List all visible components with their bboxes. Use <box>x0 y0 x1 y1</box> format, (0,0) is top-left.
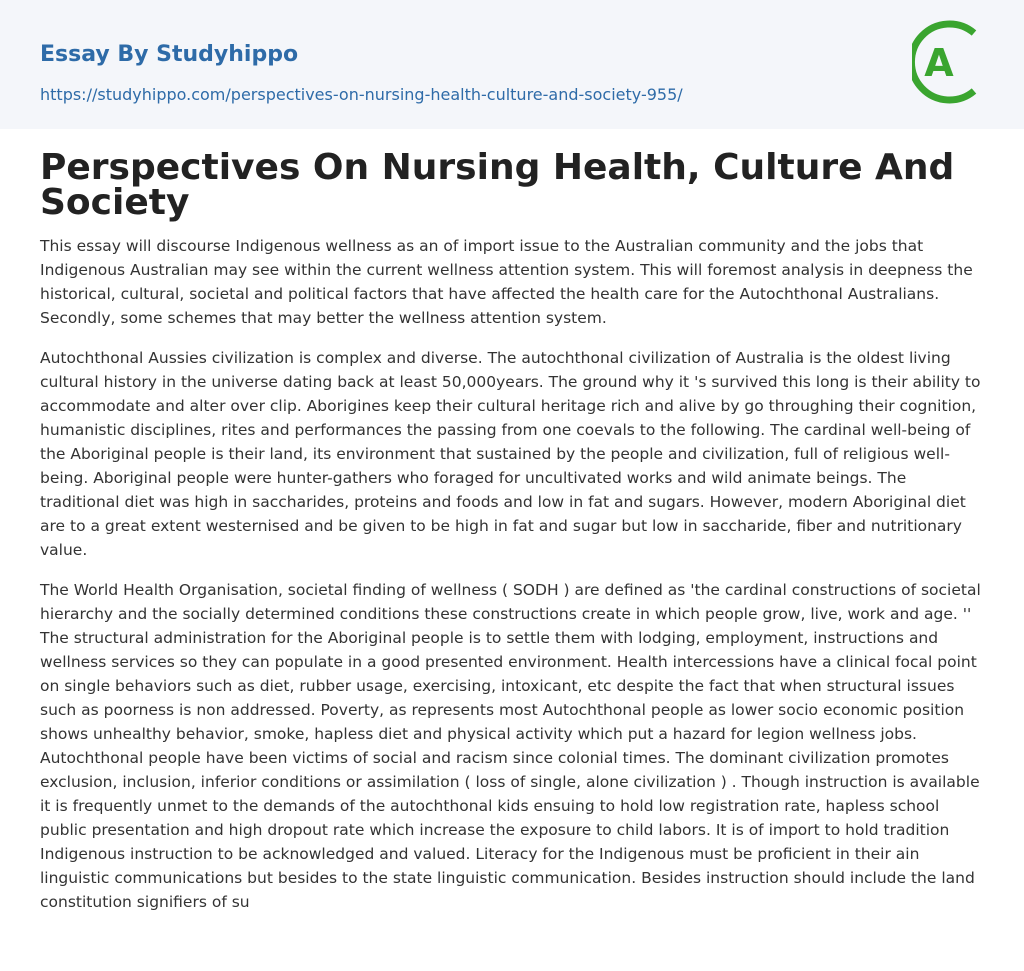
essay-url-link[interactable]: https://studyhippo.com/perspectives-on-nursing-health-culture-and-society-955/ <box>40 85 683 104</box>
essay-paragraph: This essay will discourse Indigenous wellness as an of import issue to the Australian community and the jobs that Indigenous Australian may see within the current wellness attention system. This will foremost analysis in deepness the historical, cultural, societal and political factors that have affected the health care for the Autochthonal Australians. Secondly, some schemes that may better the wellness attention system. <box>40 237 973 327</box>
essay-body <box>40 234 984 930</box>
essay-title: Perspectives On Nursing Health, Culture And Society <box>40 147 955 223</box>
logo-letter: A <box>924 41 954 85</box>
essay-paragraph: Autochthonal Aussies civilization is complex and diverse. The autochthonal civilization of Australia is the oldest living cultural history in the universe dating back at least 50,000years. The ground why it 's survived this long is their ability to accommodate and alter over clip. Aborigines keep their cultural heritage rich and alive by go throughing their cognition, humanistic disciplines, rites and performances the passing from one coevals to the following. The cardinal well-being of the Aboriginal people is their land, its environment that sustained by the people and civilization, full of religious well-being. Aboriginal people were hunter-gathers who foraged for uncultivated works and wild animate beings. The traditional diet was high in saccharides, proteins and foods and low in fat and sugars. However, modern Aboriginal diet are to a great extent westernised and be given to be high in fat and sugar but low in saccharide, fiber and nutritionary value. <box>40 349 981 559</box>
site-brand-link[interactable]: Essay By Studyhippo <box>40 42 299 67</box>
essay-paragraph: The World Health Organisation, societal finding of wellness ( SODH ) are defined as 'the cardinal constructions of societal hierarchy and the socially determined conditions these constructions create in which people grow, live, work and age. '' The structural administration for the Aboriginal people is to settle them with lodging, employment, instructions and wellness services so they can populate in a good presented environment. Health intercessions have a clinical focal point on single behaviors such as diet, rubber usage, exercising, intoxicant, etc despite the fact that when structural issues such as poorness is non addressed. Poverty, as represents most Autochthonal people as lower socio economic position shows unhealthy behavior, smoke, hapless diet and physical activity which put a hazard for legion wellness jobs. Autochthonal people have been victims of social and racism since colonial times. The dominant civilization promotes exclusion, inclusion, inferior conditions or assimilation ( loss of single, alone civilization ) . Though instruction is available it is frequently unmet to the demands of the autochthonal kids ensuing to hold low registration rate, hapless school public presentation and high dropout rate which increase the exposure to child labors. It is of import to hold tradition Indigenous instruction to be acknowledged and valued. Literacy for the Indigenous must be proficient in their ain linguistic communications but besides to the state linguistic communication. Besides instruction should include the land constitution signifiers of su <box>40 581 981 911</box>
